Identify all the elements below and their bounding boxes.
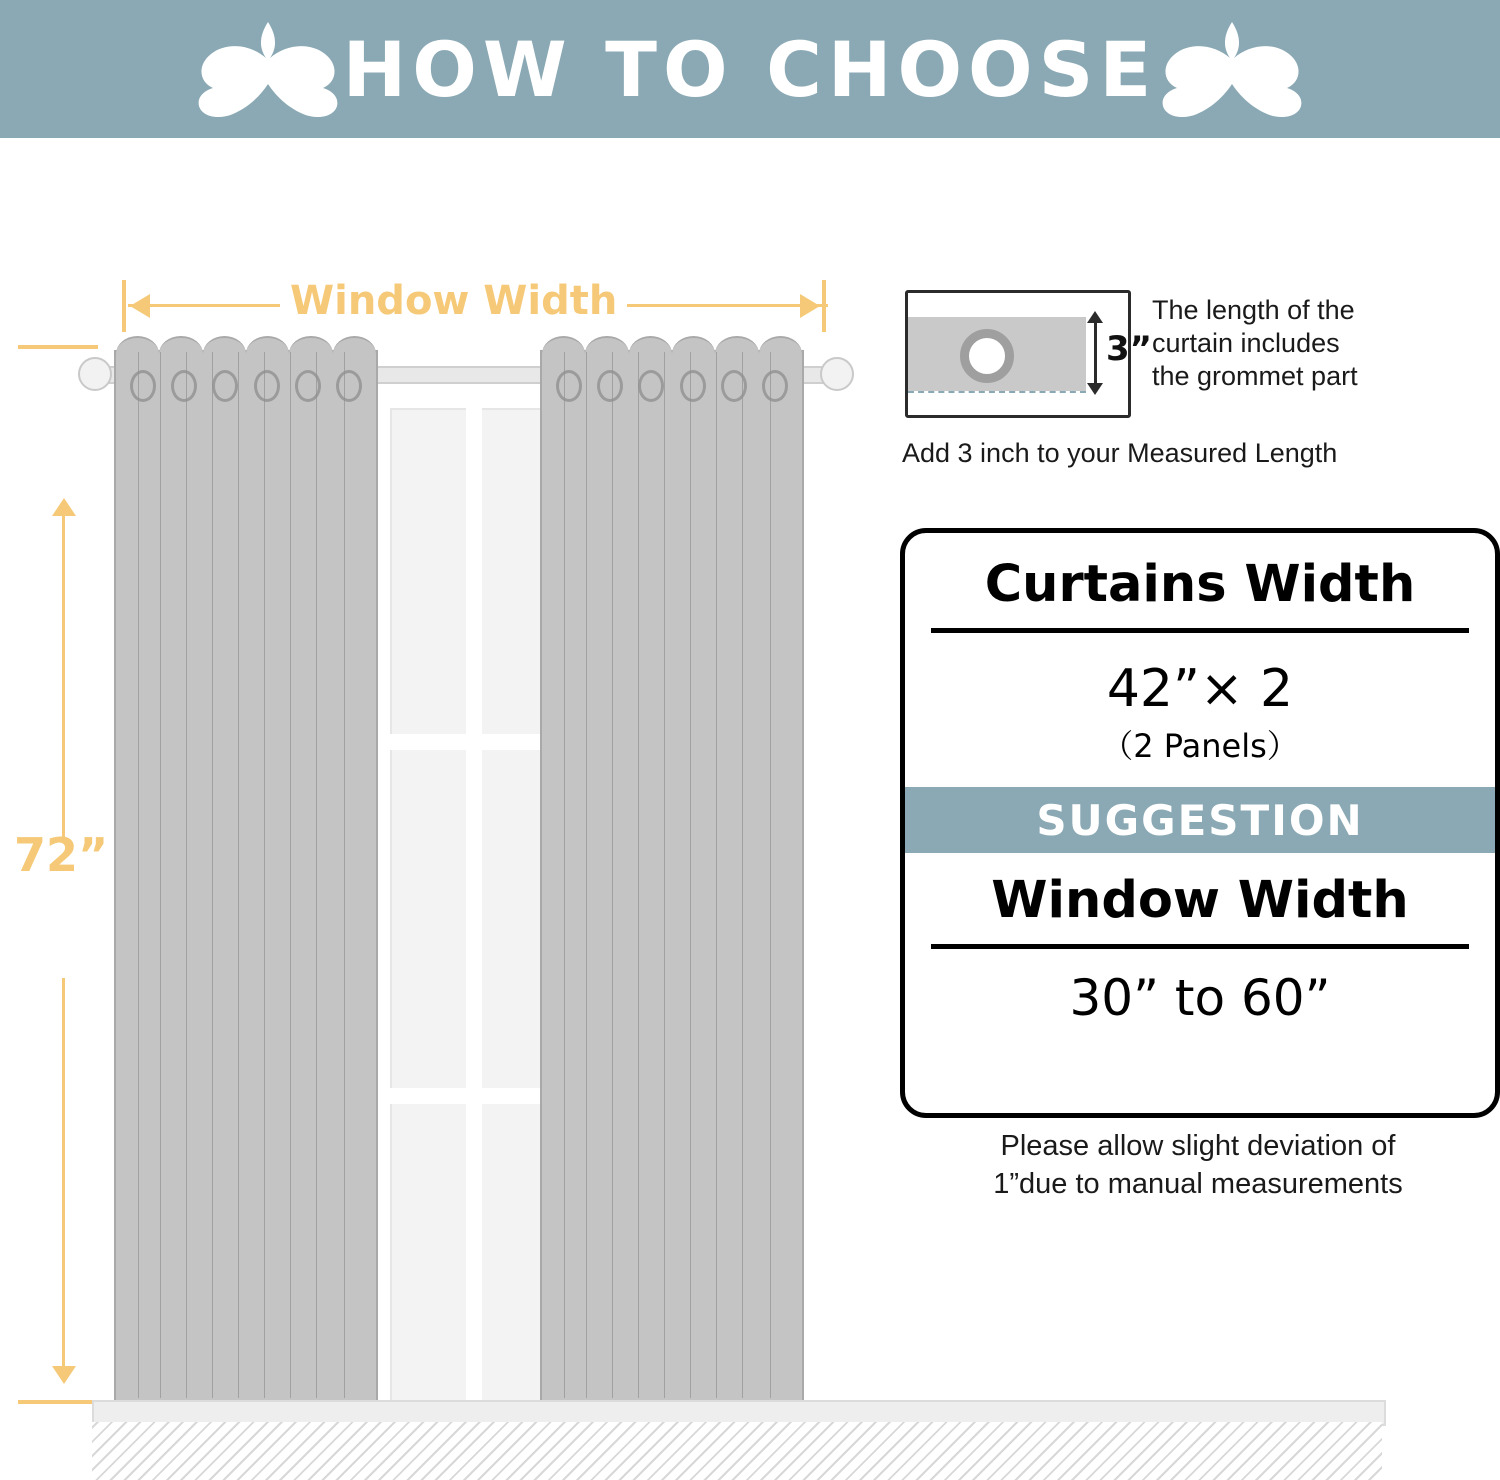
card-panels-count: （2 Panels） (1101, 727, 1299, 765)
arrow-right-icon (800, 294, 820, 318)
deviation-note (900, 1128, 1496, 1203)
grommet-icon (130, 370, 156, 402)
grommet-icon (680, 370, 706, 402)
window-width-label: Window Width (280, 278, 627, 324)
arrow-down-icon (1087, 383, 1103, 395)
card-window-width-range: 30” to 60” (1069, 969, 1331, 1027)
grommet-icon (295, 370, 321, 402)
suggestion-band-label: SUGGESTION (1036, 795, 1364, 845)
curtain-panel-left (114, 350, 378, 1414)
grommet-ring-icon (960, 329, 1014, 383)
card-title-window-width: Window Width (991, 871, 1409, 930)
card-divider-bottom (931, 944, 1469, 949)
grommet-icon (212, 370, 238, 402)
arrow-down-icon (52, 1366, 76, 1384)
window-mullion-horizontal-upper (390, 734, 550, 750)
width-dimension-tick-left (122, 280, 126, 332)
height-dimension-cap-top (18, 345, 98, 349)
curtain-top-scallop (542, 336, 802, 370)
suggestion-band (905, 787, 1495, 853)
grommet-icon (336, 370, 362, 402)
height-dimension-line-upper (62, 510, 65, 840)
suggestion-card (900, 528, 1500, 1118)
grommet-icon (721, 370, 747, 402)
card-curtains-width-value: 42”× 2 (1106, 659, 1294, 719)
right-info-column (890, 138, 1500, 1404)
grommet-icon (254, 370, 280, 402)
window-mullion-horizontal-lower (390, 1088, 550, 1104)
grommet-note (1152, 294, 1482, 393)
header-banner (0, 0, 1500, 138)
grommet-icon (638, 370, 664, 402)
grommet-note-line-2: curtain includes (1152, 327, 1340, 358)
grommet-icon (171, 370, 197, 402)
floor-hatching (92, 1422, 1382, 1480)
grommet-icon (597, 370, 623, 402)
window-mullion-vertical (466, 408, 482, 1408)
card-divider-top (931, 628, 1469, 633)
curtain-measurement-illustration (0, 138, 880, 1404)
curtain-rod-finial-right (820, 357, 854, 391)
grommet-dimension-label: 3” (1106, 329, 1153, 369)
page-title: HOW TO CHOOSE (342, 24, 1158, 114)
fleur-de-lis-icon (1157, 14, 1307, 124)
deviation-note-line-2: 1”due to manual measurements (993, 1167, 1403, 1200)
grommet-note-line-3: the grommet part (1152, 360, 1358, 391)
deviation-note-line-1: Please allow slight deviation of (1000, 1130, 1396, 1162)
curtain-panel-right (540, 350, 804, 1414)
curtain-top-scallop (116, 336, 376, 370)
fleur-de-lis-icon (193, 14, 343, 124)
add-inch-note: Add 3 inch to your Measured Length (902, 438, 1338, 468)
grommet-dimension-line (1094, 319, 1097, 391)
curtain-height-label: 72” (14, 828, 109, 882)
card-title-curtains-width: Curtains Width (984, 555, 1416, 614)
grommet-note-line-1: The length of the (1152, 295, 1355, 325)
grommet-detail-diagram (905, 290, 1153, 418)
grommet-icon (762, 370, 788, 402)
grommet-dashed-line (908, 391, 1086, 393)
grommet-icon (556, 370, 582, 402)
curtain-rod-finial-left (78, 357, 112, 391)
arrow-left-icon (130, 294, 150, 318)
height-dimension-line-lower (62, 978, 65, 1378)
